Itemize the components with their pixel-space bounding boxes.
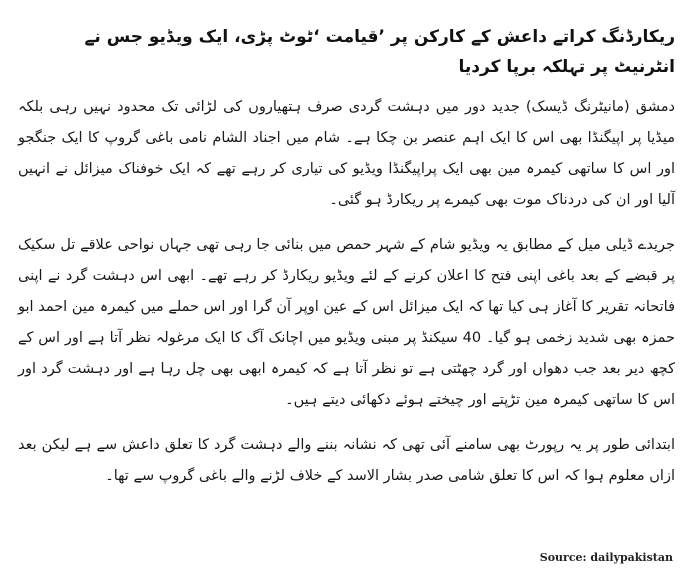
article-paragraph-2: جریدے ڈیلی میل کے مطابق یہ ویڈیو شام کے شہر حمص میں بنائی جا رہی تھی جہاں نواحی علاقے تل سکیک پر قبضے کے بعد باغی اپنی فتح کا اعلان کرنے کے لئے ویڈیو ریکارڈ کر رہے تھے۔ ابھی اس دہشت گرد نے اپنی فاتحانہ تقریر کا آغاز ہی کیا تھا کہ ایک میزائل اس کے عین اوپر آن گرا اور اس حملے میں کیمرہ مین احمد ابو حمزہ بھی شدید زخمی ہو گیا۔ 40 سیکنڈ پر مبنی ویڈیو میں اچانک آگ کا ایک مرغولہ نظر آتا ہے اور اس کے کچھ دیر بعد جب دھواں اور گرد چھٹتی ہے تو نظر آتا ہے کہ کیمرہ ابھی بھی چل رہا ہے اور دہشت گرد اور اس کا ساتھی کیمرہ مین تڑپتے اور چیختے ہوئے دکھائی دیتے ہیں۔ bbox=[18, 237, 675, 408]
article bbox=[18, 22, 675, 506]
article-headline: ریکارڈنگ کراتے داعش کے کارکن پر ’قیامت ‘ٹوٹ پڑی، ایک ویڈیو جس نے انٹرنیٹ پر تہلکہ برپا کردیا bbox=[84, 27, 675, 77]
article-paragraph-3: ابتدائی طور پر یہ رپورٹ بھی سامنے آئی تھی کہ نشانہ بننے والے دہشت گرد کا تعلق داعش سے ہے لیکن بعد ازاں معلوم ہوا کہ اس کا تعلق شامی صدر بشار الاسد کے خلاف لڑنے والے باغی گروپ سے تھا۔ bbox=[18, 437, 675, 484]
source-credit: Source: dailypakistan bbox=[539, 551, 673, 564]
article-paragraph-1: دمشق (مانیٹرنگ ڈیسک) جدید دور میں دہشت گردی صرف ہتھیاروں کی لڑائی تک محدود نہیں رہی بلکہ میڈیا پر اپیگنڈا بھی اس کا ایک اہم عنصر بن چکا ہے۔ شام میں اجناد الشام نامی باغی گروپ کا ایک جنگجو اور اس کا ساتھی کیمرہ مین بھی ایک پراپیگنڈا ویڈیو کی تیاری کر رہے تھے کہ ایک خوفناک میزائل نے انہیں آلیا اور ان کی دردناک موت بھی کیمرے پر ریکارڈ ہو گئی۔ bbox=[18, 99, 675, 208]
